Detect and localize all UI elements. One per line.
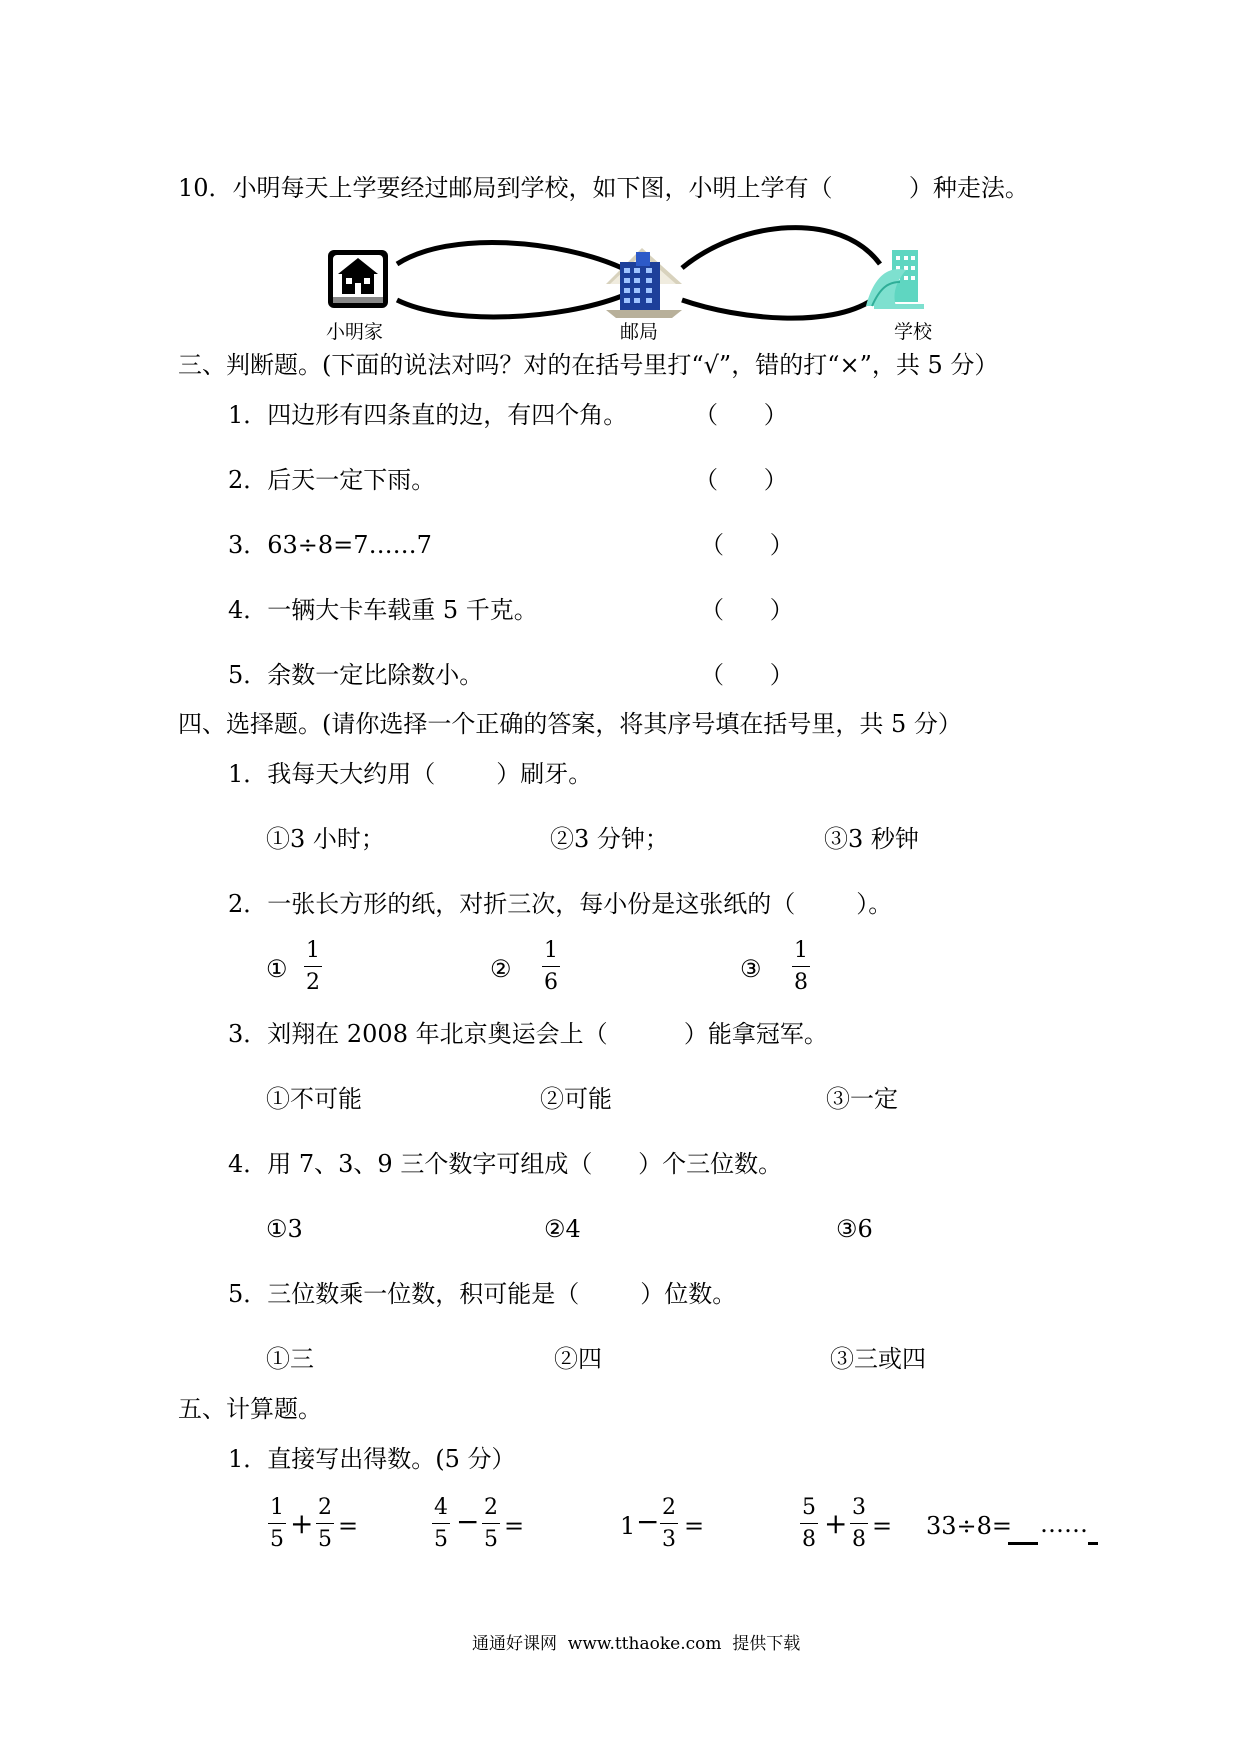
expr2-fraction-b	[482, 1497, 500, 1551]
choice-q4: 4．用 7、3、9 三个数字可组成（ ）个三位数。	[228, 1150, 783, 1178]
choice-q1-option-1: ①3 小时；	[266, 825, 385, 853]
numerator: 2	[484, 1495, 498, 1520]
post-office-building-icon	[606, 248, 682, 318]
judge-answer-5: （ ）	[700, 661, 794, 689]
judge-item-2: 2．后天一定下雨。	[228, 466, 436, 494]
denominator: 8	[852, 1527, 866, 1552]
route-diagram	[0, 220, 1240, 580]
choice-q5-option-3: ③三或四	[830, 1345, 926, 1373]
judge-item-1: 1．四边形有四条直的边，有四个角。	[228, 401, 628, 429]
choice-q2: 2．一张长方形的纸，对折三次，每小份是这张纸的（ ）。	[228, 890, 893, 918]
choice-q5: 5．三位数乘一位数，积可能是（ ）位数。	[228, 1280, 737, 1308]
judge-answer-3: （ ）	[700, 531, 794, 559]
choice-q3: 3．刘翔在 2008 年北京奥运会上（ ）能拿冠军。	[228, 1020, 828, 1048]
judge-item-3: 3．63÷8=7……7	[228, 531, 432, 559]
expr4-equals: =	[872, 1512, 893, 1540]
denominator: 8	[794, 970, 808, 995]
expr1-fraction-a	[268, 1497, 286, 1551]
route-home-post-lower	[397, 296, 622, 317]
expr2-fraction-a	[432, 1497, 450, 1551]
judge-item-5: 5．余数一定比除数小。	[228, 661, 484, 689]
choice-q3-option-2: ②可能	[540, 1085, 612, 1113]
expr3-lead: 1	[620, 1512, 636, 1540]
expr4-operator: +	[824, 1507, 848, 1540]
section-5-title: 五、计算题。	[178, 1395, 322, 1423]
house-icon	[328, 250, 388, 308]
numerator: 1	[544, 938, 558, 963]
section-4-title: 四、选择题。(请你选择一个正确的答案，将其序号填在括号里，共 5 分）	[178, 710, 962, 738]
numerator: 1	[794, 938, 808, 963]
route-post-school-upper	[682, 228, 880, 268]
denominator: 5	[270, 1527, 284, 1552]
choice-q2-marker-1: ①	[266, 955, 288, 983]
choice-q2-marker-3: ③	[740, 955, 762, 983]
expr3-operator: −	[636, 1505, 660, 1538]
numerator: 2	[318, 1495, 332, 1520]
expr1-equals: =	[338, 1512, 359, 1540]
expr3-equals: =	[684, 1512, 705, 1540]
judge-answer-1: （ ）	[694, 401, 788, 429]
denominator: 5	[318, 1527, 332, 1552]
denominator: 2	[306, 970, 320, 995]
choice-q3-option-3: ③一定	[826, 1085, 898, 1113]
expr4-fraction-b	[850, 1497, 868, 1551]
expr4-fraction-a	[800, 1497, 818, 1551]
section-3-title: 三、判断题。(下面的说法对吗？对的在括号里打“√”，错的打“×”，共 5 分）	[178, 351, 999, 379]
choice-q5-option-1: ①三	[266, 1345, 314, 1373]
choice-q1-option-3: ③3 秒钟	[824, 825, 919, 853]
denominator: 8	[802, 1527, 816, 1552]
choice-q2-marker-2: ②	[490, 955, 512, 983]
route-home-post-upper	[397, 242, 622, 268]
judge-answer-2: （ ）	[694, 466, 788, 494]
expr5-dots: ……	[1040, 1510, 1088, 1538]
judge-answer-4: （ ）	[700, 596, 794, 624]
expr2-operator: −	[456, 1505, 480, 1538]
choice-q1-option-2: ②3 分钟；	[550, 825, 669, 853]
choice-q1: 1．我每天大约用（ ）刷牙。	[228, 760, 593, 788]
choice-q2-fraction-2	[542, 940, 560, 994]
label-home: 小明家	[326, 321, 384, 343]
route-post-school-lower	[682, 300, 872, 318]
expr3-fraction-b	[660, 1497, 678, 1551]
footer-text: 通通好课网 www.tthaoke.com 提供下载	[472, 1634, 801, 1654]
numerator: 1	[270, 1495, 284, 1520]
expr1-fraction-b	[316, 1497, 334, 1551]
calc-q1: 1．直接写出得数。(5 分）	[228, 1445, 516, 1473]
expr1-operator: +	[290, 1507, 314, 1540]
numerator: 5	[802, 1495, 816, 1520]
numerator: 4	[434, 1495, 448, 1520]
choice-q4-option-2: ②4	[544, 1215, 581, 1243]
denominator: 3	[662, 1527, 676, 1552]
expr5-remainder-blank[interactable]	[1088, 1542, 1098, 1545]
numerator: 3	[852, 1495, 866, 1520]
numerator: 1	[306, 938, 320, 963]
denominator: 5	[484, 1527, 498, 1552]
expr5-quotient-blank[interactable]	[1008, 1542, 1038, 1545]
label-school: 学校	[894, 321, 933, 343]
numerator: 2	[662, 1495, 676, 1520]
choice-q5-option-2: ②四	[554, 1345, 602, 1373]
choice-q3-option-1: ①不可能	[266, 1085, 362, 1113]
choice-q4-option-1: ①3	[266, 1215, 303, 1243]
expr5-text: 33÷8=	[926, 1512, 1013, 1540]
denominator: 6	[544, 970, 558, 995]
denominator: 5	[434, 1527, 448, 1552]
judge-item-4: 4．一辆大卡车载重 5 千克。	[228, 596, 538, 624]
choice-q2-fraction-3	[792, 940, 810, 994]
question-10-text: 10．小明每天上学要经过邮局到学校，如下图，小明上学有（ ）种走法。	[178, 174, 1029, 202]
expr2-equals: =	[504, 1512, 525, 1540]
choice-q2-fraction-1	[304, 940, 322, 994]
label-post-office: 邮局	[620, 321, 659, 343]
choice-q4-option-3: ③6	[836, 1215, 873, 1243]
